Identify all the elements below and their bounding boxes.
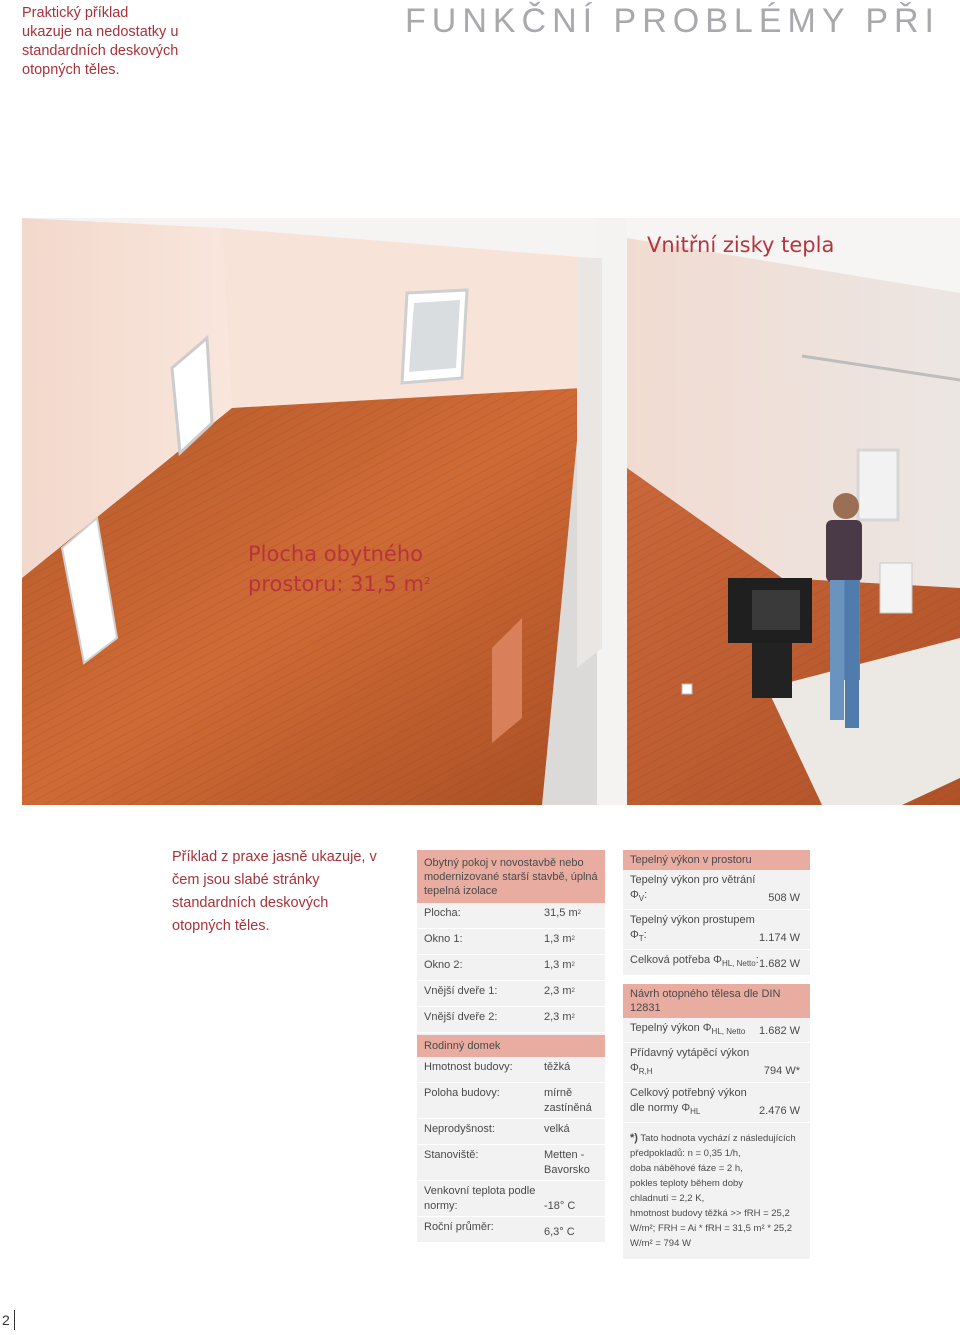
row-label: Vnější dveře 1:: [424, 985, 498, 997]
row-value: -18° C: [544, 1200, 576, 1212]
footnote-line: Tato hodnota vychází z následujících: [640, 1133, 796, 1145]
table-row: [623, 950, 810, 975]
footnote-line: doba náběhové fáze = 2 h,: [630, 1163, 743, 1175]
footnote-marker: *): [630, 1132, 638, 1145]
row-value: 1.682 W: [759, 957, 800, 970]
symbol-subscript: V: [638, 894, 645, 904]
row-value: velká: [544, 1123, 570, 1135]
room-parameters-header: Obytný pokoj v novostavbě nebo modernizované starší stavbě, úplná tepelná izolace: [417, 850, 605, 903]
row-value: 6,3° C: [544, 1226, 575, 1238]
footnote-line: W/m²; FRH = Ai * fRH = 31,5 m² * 25,2: [630, 1223, 793, 1235]
row-label: Poloha budovy:: [424, 1087, 500, 1099]
row-value: 2,3 $m^2$: [544, 1011, 575, 1023]
living-area-value: prostoru: 31,5 m: [248, 572, 424, 596]
row-label: Celkový potřebný výkon dle normy $\Phi_{HL}$: [630, 1086, 747, 1117]
row-value: 2.476 W: [759, 1105, 800, 1118]
living-area-unit-sup: 2: [423, 576, 431, 587]
row-label: Přídavný vytápěcí výkon $\Phi_{R,H}$: [630, 1046, 750, 1076]
footnote-line: chladnutí = 2,2 K,: [630, 1193, 705, 1205]
table-row: [417, 1083, 605, 1119]
unit-sup: 2: [571, 936, 575, 942]
symbol-subscript: HL, Netto: [721, 959, 756, 969]
row-value: 31,5 $m^2$: [544, 907, 581, 919]
row-label: Stanoviště:: [424, 1149, 479, 1161]
unit-sup: 2: [571, 962, 575, 968]
room-illustration: [22, 218, 960, 805]
unit-sup: 2: [577, 910, 581, 916]
living-area-label-line1: Plocha obytného: [248, 542, 423, 566]
table-row: [623, 1043, 810, 1083]
row-value: 508 W: [768, 892, 800, 905]
row-value: 2,3 $m^2$: [544, 985, 575, 997]
row-value: 1.174 W: [759, 932, 800, 945]
table-gap: [623, 976, 810, 984]
room-parameters-table: [417, 850, 605, 1243]
radiator-design-rows: [623, 1018, 810, 1124]
unit-sup: 2: [571, 1014, 575, 1020]
row-label: Tepelný výkon prostupem $\Phi_T$:: [630, 914, 755, 944]
table-row: [417, 981, 605, 1007]
row-label: Okno 1:: [424, 933, 463, 945]
symbol-subscript: T: [638, 934, 644, 944]
symbol-subscript: R,H: [638, 1066, 653, 1076]
table-row: [623, 1018, 810, 1043]
radiator-design-header: Návrh otopného tělesa dle DIN 12831: [623, 984, 810, 1018]
heat-output-table: [623, 850, 810, 1259]
room-render-graphic: [22, 218, 960, 805]
page-title: FUNKČNÍ PROBLÉMY PŘI: [405, 2, 941, 40]
room-heat-output-rows: [623, 870, 810, 976]
row-value: 1.682 W: [759, 1024, 800, 1037]
footnote-text: [630, 1133, 796, 1249]
table-row: [623, 910, 810, 950]
table-row: [417, 1119, 605, 1145]
row-label: Celková potřeba $\Phi_{HL, Netto}$:: [630, 954, 759, 969]
room-heat-output-header: Tepelný výkon v prostoru: [623, 850, 810, 870]
table-row: [417, 1057, 605, 1083]
footnote-line: W/m² = 794 W: [630, 1238, 691, 1250]
table-row: [417, 1145, 605, 1181]
row-value: 1,3 $m^2$: [544, 933, 575, 945]
internal-heat-gains-label: Vnitřní zisky tepla: [647, 233, 835, 257]
row-value: 1,3 $m^2$: [544, 959, 575, 971]
footnote-line: hmotnost budovy těžká >> fRH = 25,2: [630, 1208, 790, 1220]
row-label: Tepelný výkon pro větrání $\Phi_V$:: [630, 874, 756, 904]
row-value: 794 W*: [763, 1064, 800, 1077]
row-label: Hmotnost budovy:: [424, 1061, 513, 1073]
living-area-label: [248, 539, 430, 599]
table-row: [417, 929, 605, 955]
room-dimensions-rows: [417, 903, 605, 1033]
symbol-subscript: HL: [690, 1107, 701, 1117]
symbol-subscript: HL, Netto: [711, 1026, 746, 1036]
row-value: těžká: [544, 1061, 571, 1073]
table-row: [417, 903, 605, 929]
table-row: [623, 870, 810, 910]
table-row: [623, 1083, 810, 1123]
footnote-line: předpokladů: n = 0,35 1/h,: [630, 1148, 741, 1160]
row-label: Venkovní teplota podle normy:: [424, 1185, 536, 1212]
house-section-header: Rodinný domek: [417, 1035, 605, 1057]
table-row: [417, 1181, 605, 1217]
row-label: Plocha:: [424, 907, 461, 919]
row-label: Okno 2:: [424, 959, 463, 971]
row-value: Metten - Bavorsko: [544, 1149, 590, 1176]
table-row: [417, 955, 605, 981]
footnote: [623, 1123, 810, 1259]
row-label: Tepelný výkon $\Phi_{HL, Netto}$: [630, 1021, 746, 1036]
row-label: Roční průměr:: [424, 1221, 494, 1233]
row-label: Vnější dveře 2:: [424, 1011, 498, 1023]
intro-text: Praktický příklad ukazuje na nedostatky u standardních deskových otopných těles.: [22, 5, 179, 78]
caption-text: Příklad z praxe jasně ukazuje, v čem jsou slabé stránky standardních deskových otopných těles.: [172, 849, 377, 934]
living-area-label-line2: [248, 569, 430, 599]
table-row: [417, 1007, 605, 1033]
unit-sup: 2: [571, 988, 575, 994]
house-property-rows: [417, 1057, 605, 1243]
footnote-line: pokles teploty během doby: [630, 1178, 744, 1190]
row-value: mírně zastíněná: [544, 1087, 592, 1114]
row-label: Neprodyšnost:: [424, 1123, 495, 1135]
page-number: 2: [2, 1310, 15, 1330]
table-row: [417, 1217, 605, 1243]
